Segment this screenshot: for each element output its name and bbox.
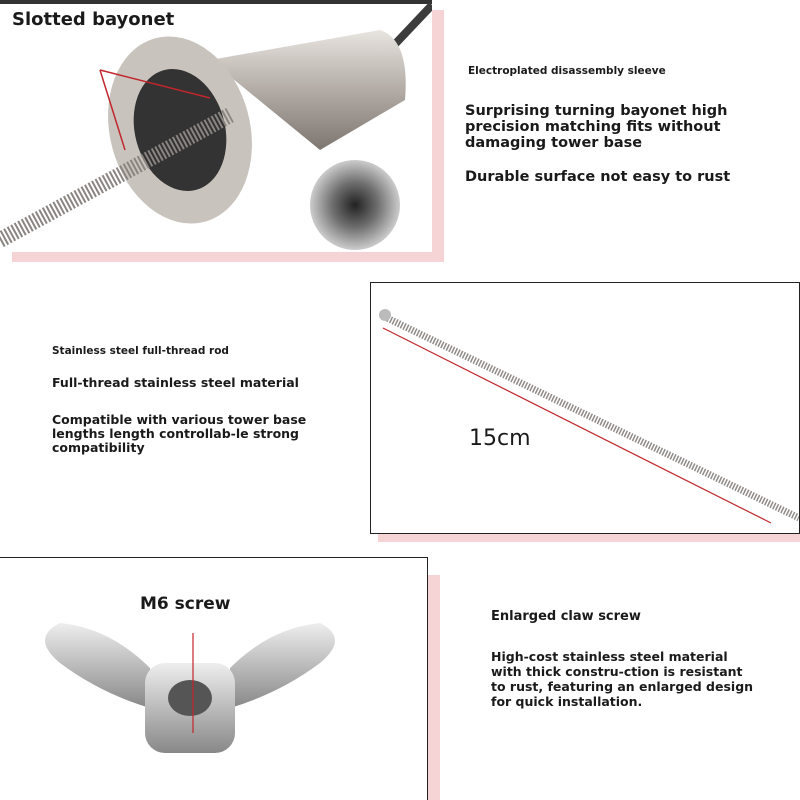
sleeve-illustration — [0, 0, 432, 252]
section-heading: Stainless steel full-thread rod — [52, 345, 229, 357]
wing-nut-photo — [0, 557, 428, 800]
section-heading: Enlarged claw screw — [491, 609, 641, 624]
feature-text: Compatible with various tower base lengths length controllab-le strong compatibility — [52, 412, 307, 455]
rod-photo — [370, 282, 800, 534]
sleeve-photo — [0, 0, 432, 252]
photo-shadow — [428, 575, 440, 800]
photo-label: Slotted bayonet — [12, 9, 175, 30]
feature-text: Durable surface not easy to rust — [465, 169, 731, 185]
section-heading: Electroplated disassembly sleeve — [468, 65, 666, 77]
photo-label: M6 screw — [140, 594, 231, 614]
photo-label: 15cm — [469, 426, 531, 451]
description-text: High-cost stainless steel material with thick constru-ction is resistant to rust, featuring an enlarged design for quick installation. — [491, 649, 754, 709]
feature-text: Full-thread stainless steel material — [52, 375, 299, 390]
feature-text: Surprising turning bayonet high precision matching fits without damaging tower base — [465, 103, 728, 151]
rod-illustration — [371, 283, 800, 534]
